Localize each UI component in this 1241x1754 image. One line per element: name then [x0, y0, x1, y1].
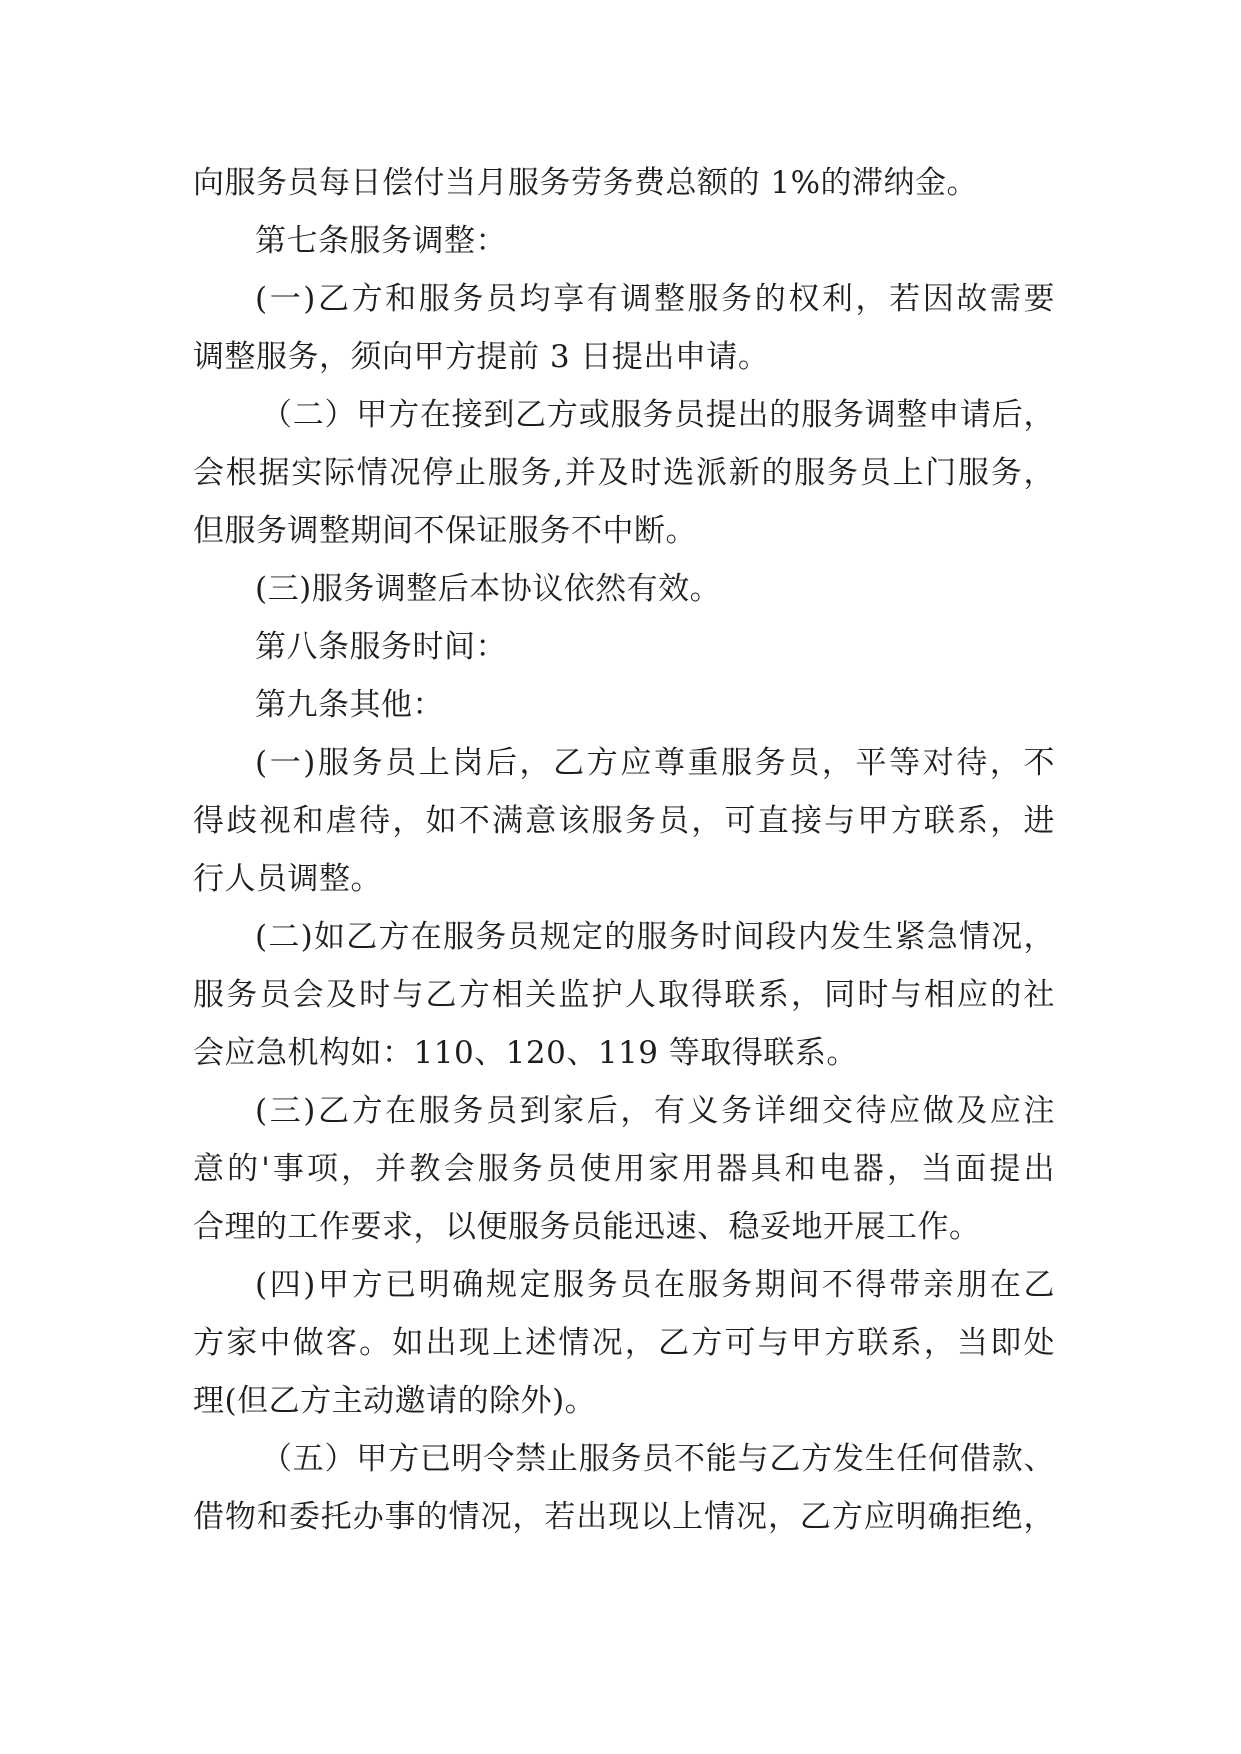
text-line: 行人员调整。: [193, 861, 382, 897]
document-body: [193, 154, 1055, 1546]
text-line: 服务员会及时与乙方相关监护人取得联系，同时与相应的社: [193, 977, 1055, 1013]
text-line: (四)甲方已明确规定服务员在服务期间不得带亲朋在乙: [255, 1267, 1055, 1303]
text-line: 得歧视和虐待，如不满意该服务员，可直接与甲方联系，进: [193, 803, 1055, 839]
text-line: 会根据实际情况停止服务,并及时选派新的服务员上门服务，: [193, 455, 1055, 491]
text-line: (三)服务调整后本协议依然有效。: [255, 571, 722, 607]
section-heading-article-7: 第七条服务调整：: [255, 223, 507, 259]
text-line: 意的'事项，并教会服务员使用家用器具和电器，当面提出: [193, 1151, 1055, 1187]
text-line: 向服务员每日偿付当月服务劳务费总额的 1%的滞纳金。: [193, 165, 979, 201]
text-line: 方家中做客。如出现上述情况，乙方可与甲方联系，当即处: [193, 1325, 1055, 1361]
text-line: 会应急机构如：110、120、119 等取得联系。: [193, 1035, 858, 1071]
text-line: 调整服务，须向甲方提前 3 日提出申请。: [193, 339, 770, 375]
text-line: 借物和委托办事的情况，若出现以上情况，乙方应明确拒绝，: [193, 1499, 1055, 1535]
text-line: 但服务调整期间不保证服务不中断。: [193, 513, 697, 549]
text-line: （二）甲方在接到乙方或服务员提出的服务调整申请后，: [261, 397, 1055, 433]
section-heading-article-9: 第九条其他：: [255, 687, 444, 723]
text-line: (二)如乙方在服务员规定的服务时间段内发生紧急情况，: [255, 919, 1055, 955]
text-line: (三)乙方在服务员到家后，有义务详细交待应做及应注: [255, 1093, 1055, 1129]
text-line: 合理的工作要求，以便服务员能迅速、稳妥地开展工作。: [193, 1209, 981, 1245]
text-line: （五）甲方已明令禁止服务员不能与乙方发生任何借款、: [261, 1441, 1055, 1477]
text-line: (一)乙方和服务员均享有调整服务的权利，若因故需要: [255, 281, 1055, 317]
text-line: (一)服务员上岗后，乙方应尊重服务员，平等对待，不: [255, 745, 1055, 781]
text-line: 理(但乙方主动邀请的除外)。: [193, 1383, 597, 1419]
section-heading-article-8: 第八条服务时间：: [255, 629, 507, 665]
